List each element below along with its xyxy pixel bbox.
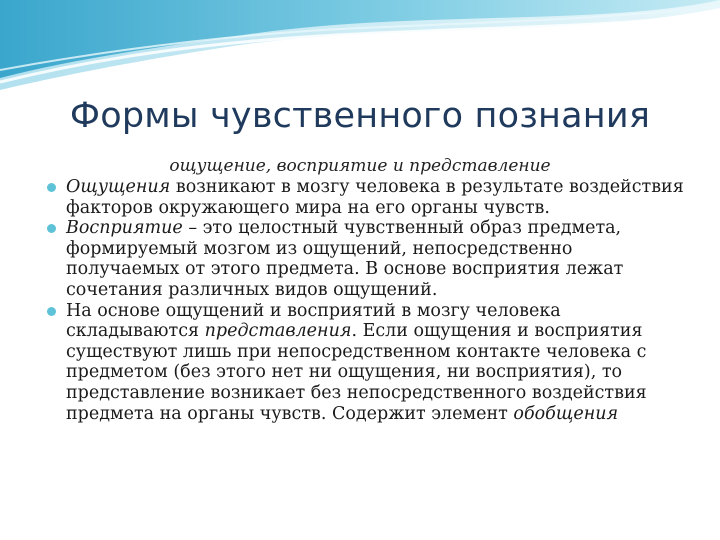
bullet-text: – это целостный чувственный образ предмета, формируемый мозгом из ощущений, непосредственно получаемых от этого предмета. В основе восприятия лежат сочетания различных видов ощущений. xyxy=(66,218,624,300)
slide-subtitle: ощущение, восприятие и представление xyxy=(169,156,551,176)
bullet-text: . Если ощущения и восприятия существуют лишь при непосредственном контакте человека с предметом (без этого нет ни ощущения, ни восприятия), то представление возникает без непосредственного воздействия предмета на органы чувств. Содержит элемент xyxy=(66,321,647,424)
slide-title: Формы чувственного познания xyxy=(69,96,651,136)
bullet-text: На основе ощущений и восприятий в мозгу человека складываются xyxy=(66,300,561,342)
bullet-dot-icon xyxy=(47,183,56,192)
bullet-item-representations xyxy=(46,301,686,425)
term-representations: представления xyxy=(204,321,352,342)
term-generalization: обобщения xyxy=(513,403,619,424)
decorative-wave-header xyxy=(0,0,720,95)
term-perception: Восприятие xyxy=(66,218,183,239)
bullet-list xyxy=(46,177,686,424)
bullet-dot-icon xyxy=(47,307,56,316)
bullet-item-sensations xyxy=(46,177,686,218)
bullet-text: возникают в мозгу человека в результате воздействия факторов окружающего мира на его органы чувств. xyxy=(66,177,684,218)
bullet-item-perception xyxy=(46,218,686,300)
term-sensations: Ощущения xyxy=(66,177,171,197)
bullet-dot-icon xyxy=(47,224,56,233)
